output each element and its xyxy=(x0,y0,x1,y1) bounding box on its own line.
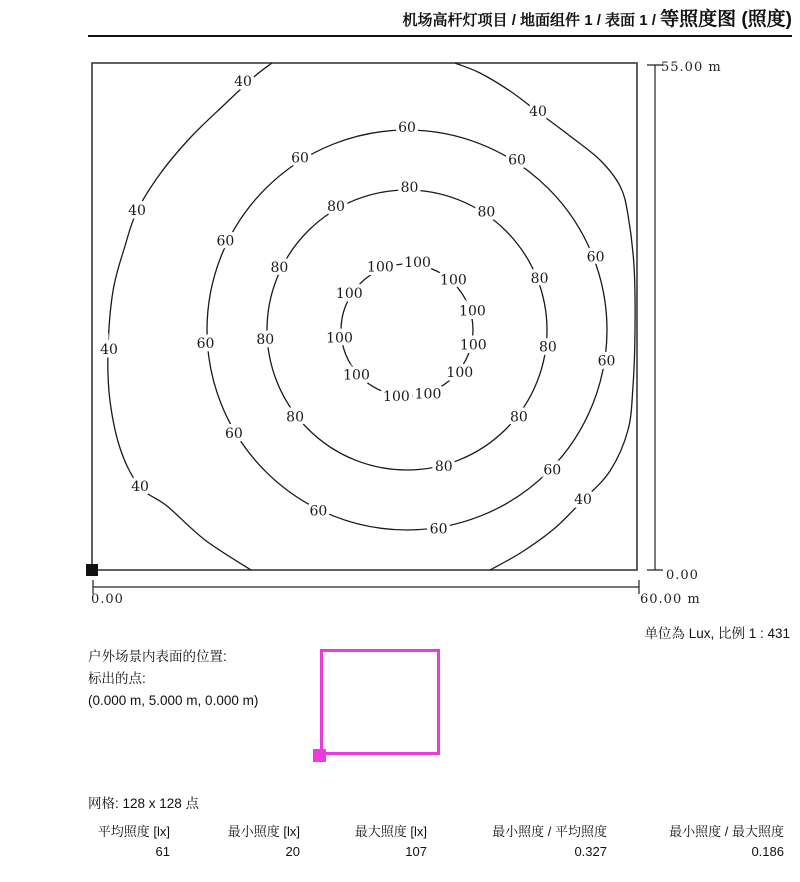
surface-position-line2: 标出的点: xyxy=(88,671,146,686)
contour-label: 60 xyxy=(597,353,616,370)
contour-label: 60 xyxy=(224,426,243,442)
stat-label: 最小照度 / 最大照度 xyxy=(669,824,784,839)
contour-label: 100 xyxy=(326,330,353,347)
stat-value: 61 xyxy=(155,844,170,859)
contour-label: 100 xyxy=(459,303,486,320)
contour-label: 100 xyxy=(335,286,363,302)
page-title-path: 机场高杆灯项目 / 地面组件 1 / 表面 1 / xyxy=(402,12,661,29)
stat-min-max-ratio xyxy=(607,824,784,859)
contour-line-80 xyxy=(267,190,547,470)
contour-label: 40 xyxy=(529,104,547,120)
contour-label: 60 xyxy=(586,249,605,266)
stat-label: 最大照度 [lx] xyxy=(354,824,427,839)
contour-label: 80 xyxy=(286,409,305,426)
stat-min-avg-ratio xyxy=(427,824,607,859)
contour-label: 80 xyxy=(434,459,453,476)
marked-surface-thumbnail xyxy=(320,649,440,755)
contour-label: 60 xyxy=(309,503,328,520)
contour-label: 60 xyxy=(508,152,526,169)
stat-label: 最小照度 [lx] xyxy=(227,824,300,839)
stat-label: 最小照度 / 平均照度 xyxy=(492,824,607,839)
contour-label: 40 xyxy=(574,492,592,508)
contour-label: 100 xyxy=(383,389,410,406)
contour-label: 100 xyxy=(367,259,394,276)
stat-max-illuminance xyxy=(300,824,427,859)
contour-label: 40 xyxy=(128,203,146,219)
contour-label: 40 xyxy=(131,479,149,495)
surface-position-line1: 户外场景内表面的位置: xyxy=(88,649,227,664)
scale-bars xyxy=(93,65,663,594)
contour-label: 40 xyxy=(100,342,118,358)
surface-position-note xyxy=(88,646,258,712)
units-scale-note: 单位為 Lux, 比例 1 : 431 xyxy=(644,626,790,641)
x-axis-max-label: 60.00 m xyxy=(640,592,701,607)
contour-label: 60 xyxy=(398,120,416,136)
contour-label: 80 xyxy=(270,259,289,276)
page-title-main: 等照度图 (照度) xyxy=(660,9,792,30)
contour-label: 60 xyxy=(291,150,309,167)
origin-marker xyxy=(86,564,98,576)
contour-label: 80 xyxy=(477,204,496,221)
stat-min-illuminance xyxy=(170,824,300,859)
stat-value: 107 xyxy=(405,844,427,859)
contour-label: 80 xyxy=(530,271,549,288)
stat-avg-illuminance xyxy=(85,824,170,859)
stat-label: 平均照度 [lx] xyxy=(97,824,170,839)
marked-surface-outline xyxy=(320,649,440,755)
x-axis-min-label: 0.00 xyxy=(91,592,124,607)
plot-border xyxy=(92,63,637,570)
contour-label: 100 xyxy=(440,272,467,289)
contour-label: 100 xyxy=(343,367,370,384)
stat-value: 20 xyxy=(285,844,300,859)
contour-label: 60 xyxy=(216,233,235,250)
grid-note: 网格: 128 x 128 点 xyxy=(88,796,200,811)
contour-label: 80 xyxy=(256,331,275,348)
contour-label: 100 xyxy=(459,337,487,354)
y-axis-min-label: 0.00 xyxy=(666,568,699,583)
contour-label: 60 xyxy=(429,521,448,538)
contour-label: 60 xyxy=(543,462,562,479)
stat-value: 0.327 xyxy=(574,844,607,859)
contour-label: 60 xyxy=(196,336,215,353)
contour-chart xyxy=(85,56,725,616)
contour-label: 80 xyxy=(509,409,528,426)
page-title xyxy=(88,4,792,37)
contour-chart-area xyxy=(85,56,725,616)
contour-label: 100 xyxy=(414,386,442,403)
contour-label: 100 xyxy=(404,254,431,271)
contour-label: 40 xyxy=(234,74,252,90)
y-axis-max-label: 55.00 m xyxy=(661,60,722,75)
surface-position-line3: (0.000 m, 5.000 m, 0.000 m) xyxy=(88,693,259,708)
stats-table xyxy=(85,824,784,859)
stat-value: 0.186 xyxy=(751,844,784,859)
contour-label: 100 xyxy=(446,364,474,381)
marked-surface-corner-marker xyxy=(313,749,326,762)
contour-label: 80 xyxy=(327,199,345,215)
contour-label: 80 xyxy=(400,180,419,196)
contour-label: 80 xyxy=(538,339,557,356)
